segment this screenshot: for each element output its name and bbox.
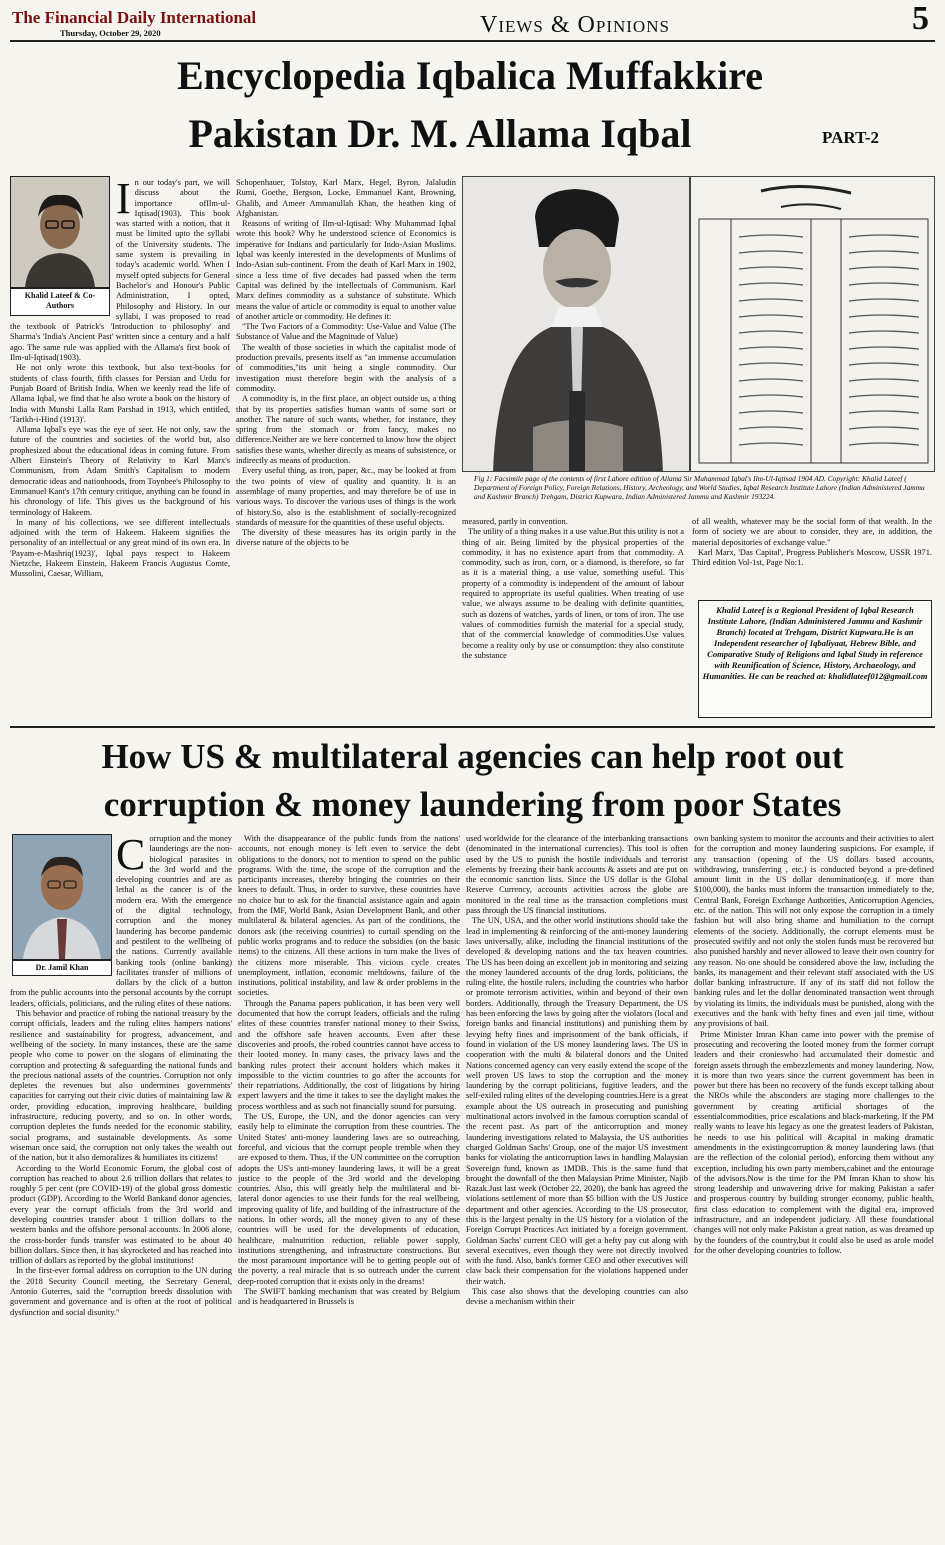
issue-date: Thursday, October 29, 2020	[60, 28, 161, 38]
article1-column-2	[236, 178, 456, 696]
article1-paragraph: In many of his collections, we see different intellectuals adjoined with the term of Hakeem. Hakeem signifies the personality of an intellectual or any great mind of its own era. In 'Payam-e-Mashriq(1923)', Iqbal pays respect to Hakeem Nietzche, Hakeem Einstein, Hakeem Francis Augustus Comte, Mussolini, Caesar, William,	[10, 517, 230, 579]
article2-paragraph: Through the Panama papers publication, it has been very well documented that how the corrupt leaders, officials and the ruling elites of these countries transfer national money to their Swiss, and the offshore safe heaven accounts. Even after these discoveries and proofs, the robed countries cannot have access to their looted money. In many cases, the privacy laws and the banking rules protect their account holders which makes it impossible to the victim countries to go after the accounts for their repatriations. Additionally, the cost of litigations by hiring expert lawyers and the time it takes to see the daylight makes the process worthless and as such not financially sound for pursuing.	[238, 998, 460, 1111]
article1-paragraph: Allama Iqbal's eye was the eye of seer. He not only, saw the future of the countries and societies of the world but, also prophesized about the educational ideas in coming future. From Albert Einstein's Theory of Relativity to Karl Marx's Communism, from Adam Smith's Capitalism to modern democratic ideas and nationhoods, from Toynbee's Philosophy to Emmanuel Kant's 17th century critique, anything can be found in his chronology of life. This gives us the background of his terminology of Hakeem.	[10, 425, 230, 517]
article2-paragraph: This case also shows that the developing countries can also devise a mechanism within their	[466, 1287, 688, 1307]
contents-page-facsimile	[690, 176, 935, 472]
article2-paragraph: The SWIFT banking mechanism that was created by Belgium and is headquartered in Brussels is	[238, 1287, 460, 1307]
article1-paragraph: "The Two Factors of a Commodity: Use-Value and Value (The Substance of Value and the Magnitude of Value)	[236, 322, 456, 342]
article1-paragraph: Reasons of writing of Ilm-ul-Iqtisad: Why Muhammad Iqbal wrote this book? Why he understood science of Economics is imperative for Indians and particularly for Indo-Asian Muslims. Iqbal was keenly interested in the developments of Muslims of Indo-Asian sub-continent. From the death of Karl Marx in 1902, since a less time of five decades had passed when the term Capital was defined by the intellectuals of Communism. Karl Marx defines commodity as a substance of substitute. Which means the value of article or commodity is equal to another value of another article or commodity. He defines it:	[236, 219, 456, 321]
article2-paragraph: This behavior and practice of robing the national treasury by the corrupt officials, leaders and the ruling elites hampers nations' resilience and sustainability for progress, advancement, and wellbeing of the society. In many instances, these are the same people who come to power on the slogans of eliminating the corruption and protecting & safeguarding the national funds and the precious national assets of the countries. Corruption not only depletes the revenues but also undermines governments' capacities for carrying out their civic duties of maintaining law & order, providing education, improving healthcare, building infrastructure, reducing poverty, and so on. In other words, corruption depletes the funds needed for the economic stability, social programs, and sustainable developments. As some wiseman once said, the corruption not only takes the wealth out of the nation, but it also demoralizes & humiliates its citizens!	[10, 1009, 232, 1163]
article1-paragraph: measured, partly in convention.	[462, 517, 568, 526]
article2-paragraph: orruption and the money launderings are the non-biological parasites in the 3rd world and the developing countries and are as lethal as the cancer is of the modern era. With the emergence of the digital technology, corruption and the money laundering has become pandemic and pestilent to the wellbeing of the nations. Currently available banking tools (online banking) facilitates transfer of millions of dollars by the click of a button from the public accounts into the personal accounts by the corrupt leaders, officials, politicians, and the ruling elites of these nations.	[10, 834, 232, 1008]
article1-paragraph: Every useful thing, as iron, paper, &c., may be looked at from the two points of view of quality and quantity. It is an assemblage of many properties, and may therefore be of use in various ways. To discover the various uses of things is the work of history.So, also is the establishment of socially-recognized standards of measure for the quantities of these useful objects.	[236, 466, 456, 527]
portrait-icon	[463, 177, 690, 472]
article1-paragraph: of all wealth, whatever may be the social form of that wealth. In the form of society we are about to consider, they are, in addition, the material depositories of exchange value."	[692, 517, 932, 547]
author-bio-box: Khalid Lateef is a Regional President of Iqbal Research Institute Lahore, (Indian Administered Jammu and Kashmir Branch) located at Trehgam, District Kupwara.He is an Independent researcher of Iqbaliyaat, Hebrew Bible, and Comparative Study of Religions and Iqbal Study in reference with Reunification of Science, History, Archaeology, and Humanities. He can be reached at: khalidlateef012@gmail.com	[698, 600, 932, 718]
author-caption-jamil: Dr. Jamil Khan	[12, 960, 112, 976]
paper-name: The Financial Daily International	[12, 8, 257, 27]
article1-headline-line2: Pakistan Dr. M. Allama Iqbal	[188, 111, 692, 156]
section-divider	[10, 726, 935, 728]
article1-paragraph: The diversity of these measures has its origin partly in the diverse nature of the objects to be	[236, 528, 456, 548]
article2-paragraph: used worldwide for the clearance of the interbanking transactions (denominated in the international currencies). This tool is often used by the US to punish the hostile individuals and terrorist elements by freezing their bank accounts & assets and are put on the economic sanction lists. Since the US dollar is the Global Reserve Currency, accounts activities across the globe are monitored in the real time as the transaction completions must pass through the US financial institutions.	[466, 834, 688, 916]
iqbal-portrait	[462, 176, 690, 472]
manuscript-page-icon	[691, 177, 935, 472]
photo-spacer	[10, 834, 116, 980]
article1-column-1	[10, 178, 230, 696]
article2-column-4	[694, 834, 934, 1540]
article2-paragraph: According to the World Economic Forum, the global cost of corruption has reached to about 2.6 trillion dollars that relates to roughly 5 per cent (pre COVID-19) of the global gross domestic product (GDP). According to the World Bankand donor agencies, every year the corrupt officials from the 3rd world and developing countries transfer about 1 trillion dollars to the western banks and the offshore personal accounts. In 2006 alone, the cross-border funds transfer was estimated to be about 40 billion dollars. Since then, it has skyrocketed and has reached into trillion of dollars as reported by the global institutions!	[10, 1163, 232, 1266]
article1-column-4	[692, 517, 932, 597]
article1-column-3	[462, 517, 684, 697]
figure-caption: Fig 1: Facsimile page of the contents of first Lahore edition of Allama Sir Muhammad Iqbal's Ilm-Ul-Iqtisad 1904 AD. Copyright: Khalid Lateef ( Department of Foreign Policy, Foreign Relations, History, Archeology, and World Studies, Iqbal Research Institute Lahore (Indian Administered Jammu and Kashmir Branch) Trehgam, District Kupwara, Indian Administered Jammu and Kashmir 193224.	[474, 474, 925, 501]
article1-headline-line1: Encyclopedia Iqbalica Muffakkire	[177, 53, 763, 98]
article2-headline-line1: How US & multilateral agencies can help root out	[101, 737, 844, 776]
article1-paragraph: n our today's part, we will discuss about the importance ofIlm-ul-Iqtisad(1903). This book was started with a notion, that it must be limited upto the syllabi of the University students. The same system is prevailing in today's academic world. When I myself opted subjects for General Bachelor's and Honour's Public Administration, I opted, Philosophy and History. In our syllabi, I was proposed to read the textbook of Patrick's 'Introduction to philosophy' and Sharma's 'India's Ancient Past' written since a century and a half ago. The same rule was applied with the Allama's first book of Ilm-ul-Iqtisad(1903).	[10, 178, 230, 363]
article1-paragraph: The utility of a thing makes it a use value.But this utility is not a thing of air. Being limited by the physical properties of the commodity, it has no existence apart from that commodity. A commodity, such as iron, corn, or a diamond, is therefore, so far as it is a material thing, a use value, something useful. This property of a commodity is independent of the amount of labour required to appropriate its useful qualities. When treating of use value, we always assume to be dealing with definite quantities, such as dozens of watches, yards of linen, or tons of iron. The use values of commodities furnish the material for a special study, that of the commercial knowledge of commodities.Use values become a reality only by use or consumption: they also constitute the substance	[462, 527, 684, 660]
article1-paragraph: The wealth of those societies in which the capitalist mode of production prevails, presents itself as "an immense accumulation of commodities,"its unit being a single commodity. Our investigation must therefore begin with the analysis of a commodity.	[236, 342, 456, 393]
article2-paragraph: In the first-ever formal address on corruption to the UN during the 2018 Security Council meeting, the Secretary General, Antonio Guterres, said the "corruption breeds dissolution with government and governance and is often at the root of political dysfunction and social disunity."	[10, 1266, 232, 1317]
article2-headline-line2: corruption & money laundering from poor States	[103, 785, 842, 824]
article2-column-1	[10, 834, 232, 1540]
article2-paragraph: With the disappearance of the public funds from the nations' accounts, not enough money is left even to service the debt obligations to the donors, not to mention to spend on the public programs. With the time, the scope of the corruption and the participants increases, thereby bringing the countries on their knees to default. Thus, in order to survive, these countries have no choice but to ask for the financial assistance again and again from the IMF, World Bank, Asian Development Bank, and other multilateral & bilateral agencies. As part of the conditions, the donors ask (the receiving countries) to curtail spending on the public works programs and to reduce the subsidies (on the basic items) to the citizens. All these actions in turn make the lives of the citizens more miserable. This vicious cycle creates unemployment, inflation, economic meltdowns, failure of the institutions, political instability, and law & order problems in the societies.	[238, 834, 460, 998]
page-number: 5	[912, 0, 929, 37]
article2-paragraph: own banking system to monitor the accounts and their activities to alert for the corruption and money laundering suspicions. For example, if any transaction (opening of the US dollars based accounts, withdrawing, transferring , etc.) is conducted beyond a pre-defined amount limit in the US dollar denomination(e.g. if more than $100,000), the banks must inform the transaction immediately to the, Central Bank, Foreign Exchange Authorities, Anticorruption Agencies, etc. of the nation. This will not only expose the corruption in a timely fashion but will also bring shame and humiliation to the corrupt elements of the society. Additionally, the corrupt elements must be prosecuted swiftly and not only the stolen funds must be recovered but also punished harshly and never allowed to leave their own country for any reason. No one should be considered above the law, including the banks, its management and their relevant staff associated with the US dollar banking infrastructure. If any of its staff did not follow the banking rules and let the dollar denominated transaction went through by violating its limits, the individuals must be punished, along with the executives and the bank with hefty fines and even jail time, without any provisions of bail.	[694, 834, 934, 1029]
article2-paragraph: The US, Europe, the UN, and the donor agencies can very easily help to eliminate the corruption from these countries. The United States' anti-money laundering laws are so outreaching, forceful, and vicious that the corrupt people tremble when they are exposed to them. Thus, if the UN committee on the corruption adopts the US's anti-money laundering laws, it will be a great justice to the people of the 3rd world and the developing countries. Also, this will greatly help the multilateral and bi-lateral donor agencies to use their funds for the real wellbeing, improving quality of life, and building of the infrastructure of the nations. In other words, all the money given to any of these countries will be used for the developments of education, healthcare, malnutrition reduction, reliable power supply, institutions strengthening, and infrastructure constructions. But the most paramount importance will be to getting people out of the poverty, a real miracle that is so outreach under the current deep-rooted corruption that it exists only in the dreams!	[238, 1112, 460, 1286]
article1-paragraph: Schopenhauer, Tolstoy, Karl Marx, Hegel, Byron, Jalaludin Rumi, Goethe, Bergson, Locke, Emmanuel Kant, Browning, Ghalib, and Ameer Ammanullah Khan, the heathen king of Afghanistan.	[236, 178, 456, 218]
article1-paragraph: He not only wrote this textbook, but also text-books for students of class fourth, fifth classes for Persian and Urdu for Punjab Board of British India. When we keenly read the life of Allama Iqbal, we find that he also wrote a book on the history of India with Munshi Lalla Ram Parshad in 1913, which entitled, 'Tarikh-i-Hind (1913)'.	[10, 363, 230, 424]
article1-paragraph: A commodity is, in the first place, an object outside us, a thing that by its properties satisfies human wants of some sort or another. The nature of such wants, whether, for instance, they spring from the stomach or from fancy, makes no difference.Neither are we here concerned to know how the object satisfies these wants, whether directly as means of subsistence, or indirectly as means of production.	[236, 394, 456, 466]
article2-paragraph: Prime Minister Imran Khan came into power with the premise of prosecuting and recovering the looted money from the former corrupt leaders and their cronieswho had accumulated their domestic and foreign assets through the embezzlements and money laundering. Now, it is more than two years since the current government has been in power but there has been no recovery of the funds except talking about the NROs while the absconders are staging more challenges to the government by creating artificial shortages of the essentialcommodities, price escalations and black-marketing. If the PM really wants to leave his legacy as one the greatest leaders of Pakistan, he needs to use his political will &capital in making dramatic amendments in the existingcorruption & money laundering laws (that are the reflection of the colonial period), enforcing them without any exception, including his own party members,cabinet and the entourage of the advisors.Now is the time for the PM Imran Khan to show his strong leadership and unwavering drive for making Pakistan a safer and prosperous country by building stronger economy, public health, first class education to complement with the digital era, improved infrastructure, and an independent judiciary. All these foundational changes will not only make Pakistan a great nation, as was dreamed up by the founders of the country,but it could also be used as arole model for the other developing countries to follow.	[694, 1029, 934, 1255]
section-title: Views & Opinions	[480, 12, 670, 38]
article1-dropcap: I	[116, 178, 131, 223]
article2-paragraph: The UN, USA, and the other world institutions should take the lead in implementing & reinforcing of the anti-money laundering laws universally, alike, including the financial institutions of the developed & developing nations and the tax heaven countries. The US has been doing an excellent job in monitoring and seizing the money laundered accounts of the drug lords, politicians, the ruling elite, the hostile rulers, including the countries who harbor or promote terrorism activities, within and beyond of their own borders. Additionally, through the Treasury Department, the US has been enforcing the laws by going after the violators (local and foreign banks and financial institutions) and punishing them by levying hefty fines and imprisonment of the bank officials, if found in violation of the US money laundering laws. The US in cooperation with the multi & bilateral donors and the United Nations concerned agency can very easily extend the scope of the well proven US laws to stop the corruption and the money laundering by the corrupt politicians, fugitive leaders, and the self-exiled ruling elites of the developing countries.Here is a great example about the US outreach in prosecuting and punishing multinational actors involved in the famous corruption scandal of the recent past. As part of the anticorruption and money laundering investigations related to Malaysia, the US authorities charged Goldman Sachs' Group, one of the major US investment banks for violating the anticorruption laws in handling Malaysian Sovereign fund, known as 1MDB. This is the same fund that brought the downfall of the then Malaysian Prime Minister, Najib Razak.Just last week (October 22, 2020), the bank has agreed the violations settlement of more than $5 billion with the US Justice department and other agencies. According to the US prosecutor, this is the largest penalty in the US history for a violation of the Foreign Corrupt Practices Act initiated by a foreign government. Goldman Sachs' current CEO will get a hefty pay cut along with several executives, even though they were not directly involved with the fund. Also, bank's former CEO and other executives will claw back their compensation for the violations happened under their watch.	[466, 916, 688, 1286]
part-label: PART-2	[822, 128, 880, 147]
masthead	[10, 0, 935, 42]
article1-paragraph: Karl Marx, 'Das Capital', Progress Publisher's Moscow, USSR 1971. Third edition Vol-1st, Page No:1.	[692, 547, 932, 568]
article2-column-2	[238, 834, 460, 1540]
photo-spacer	[10, 178, 116, 320]
author-caption-khalid: Khalid Lateef & Co-Authors	[10, 288, 110, 316]
article2-column-3	[466, 834, 688, 1540]
article2-dropcap: C	[116, 834, 146, 879]
